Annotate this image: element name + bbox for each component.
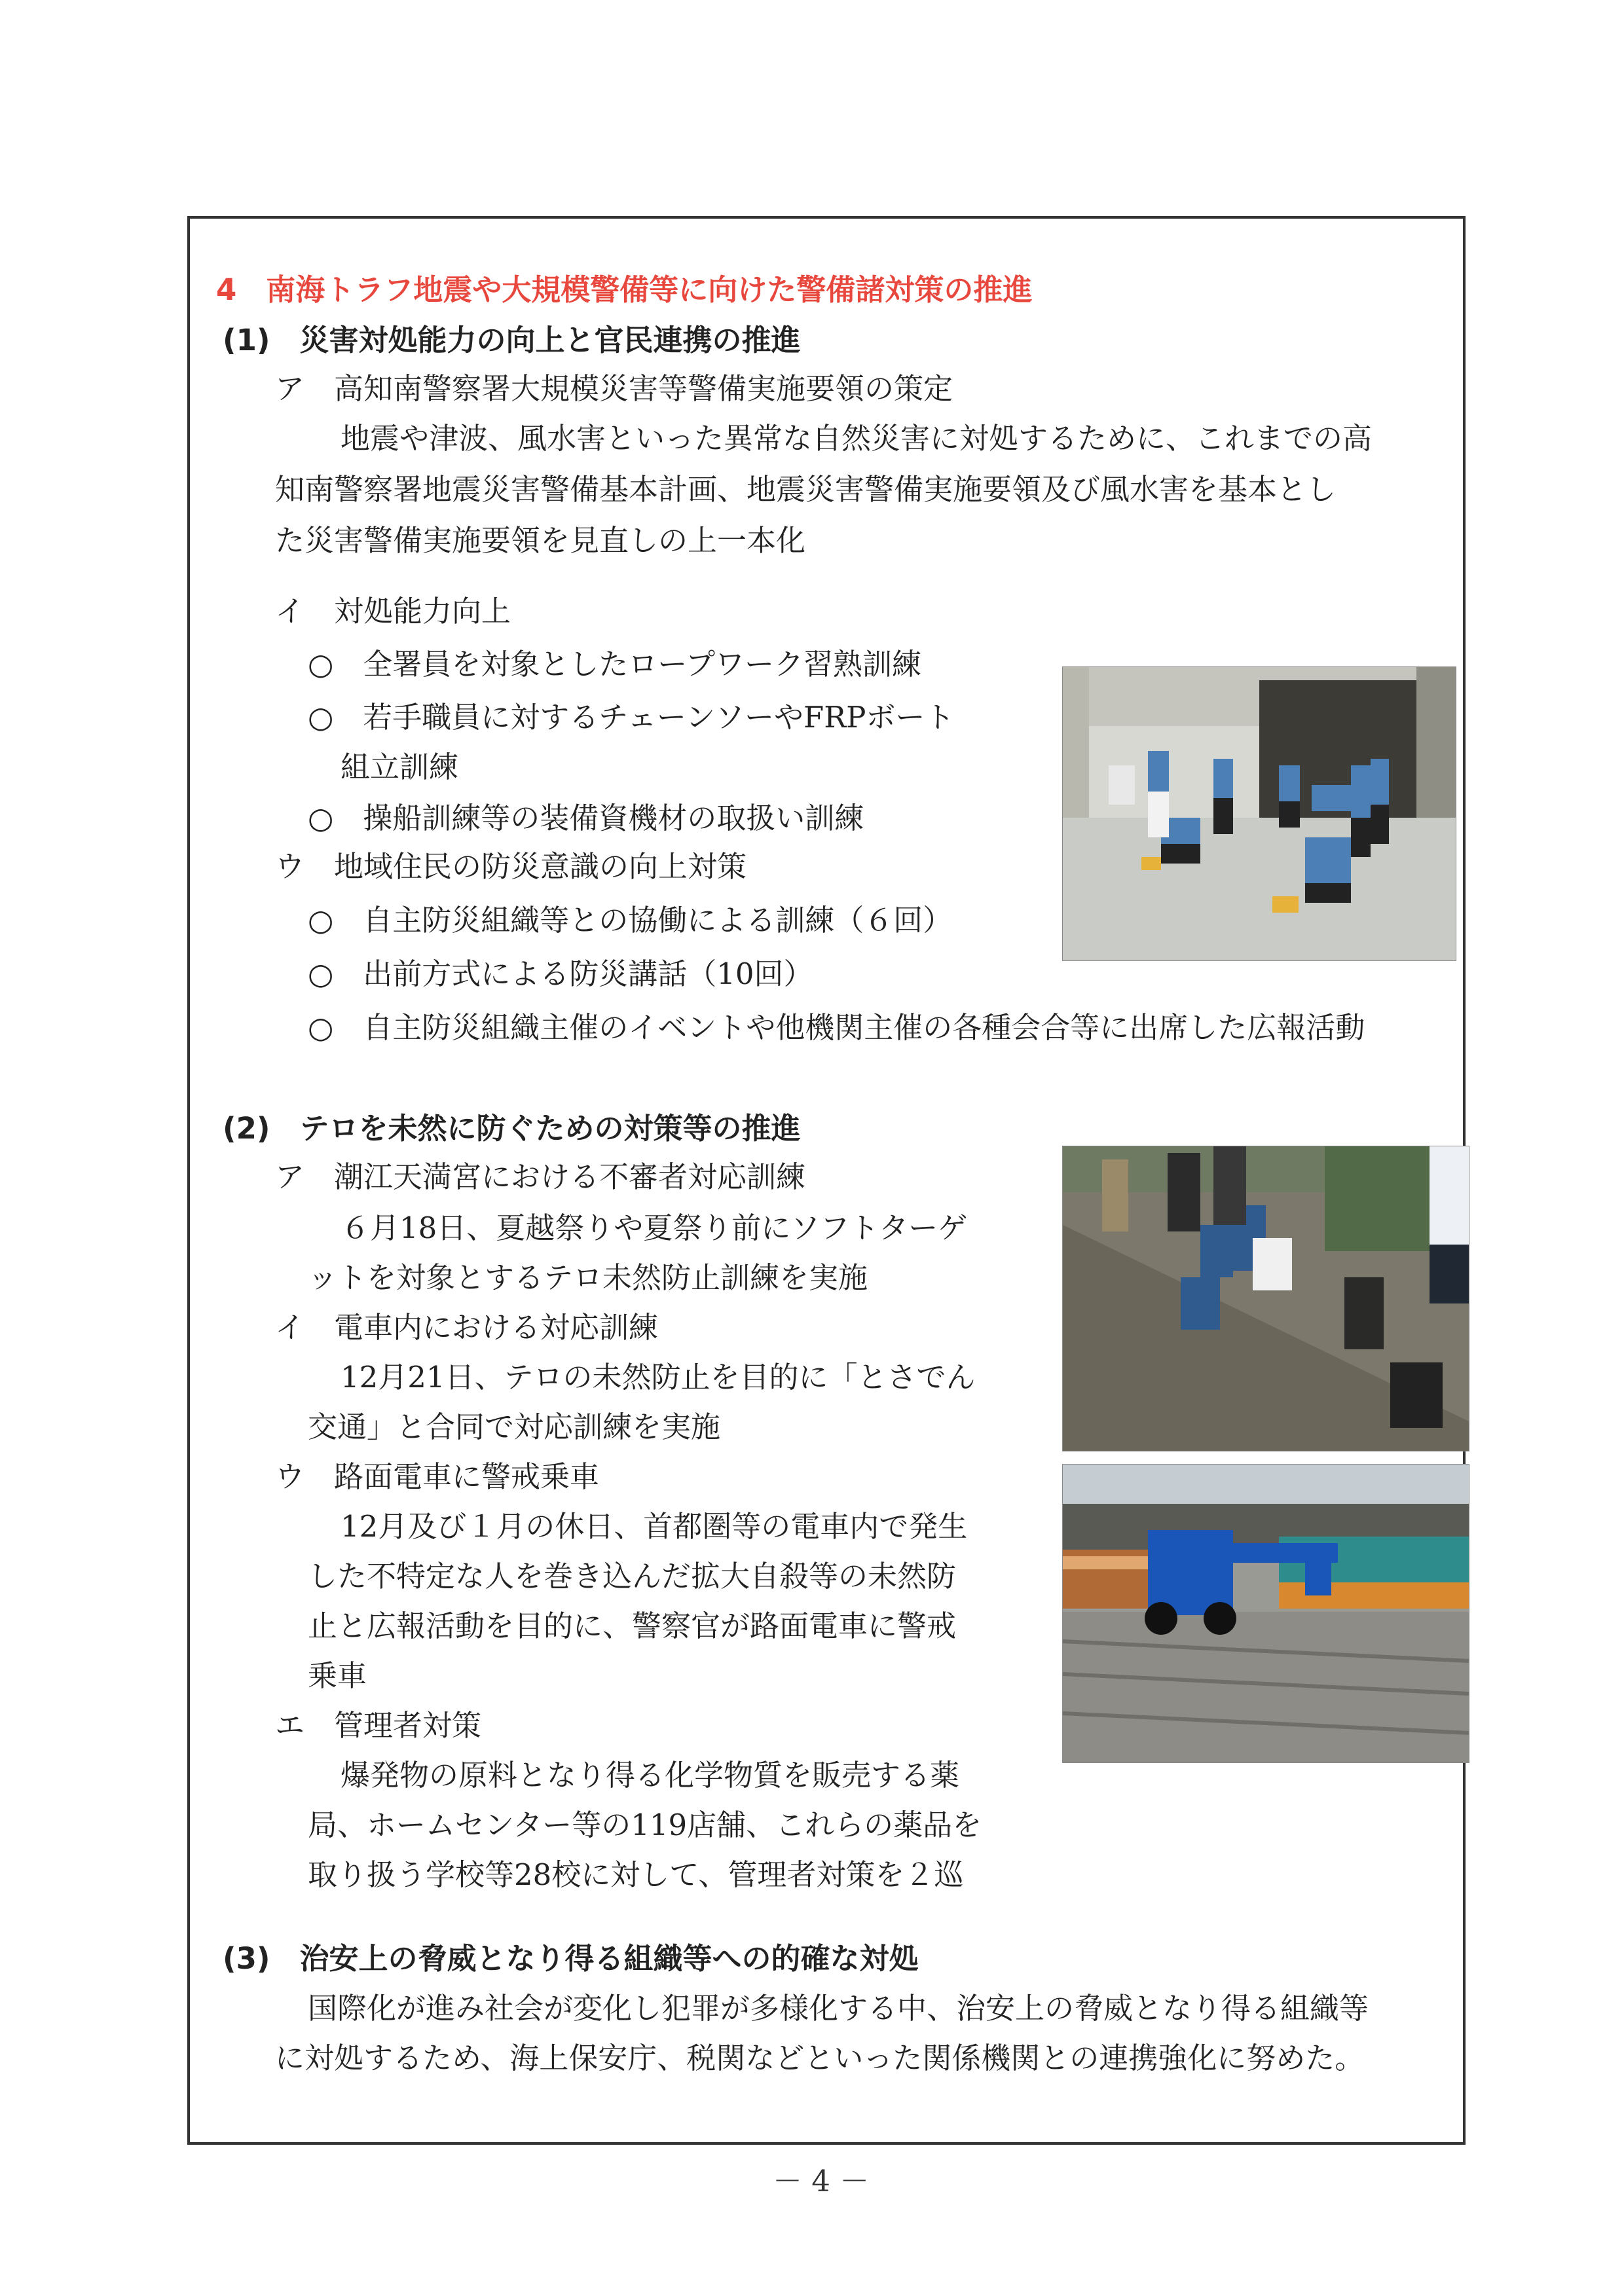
sub1-a-text: 地震や津波、風水害といった異常な自然災害に対処するために、これまでの高 (341, 421, 1373, 456)
shrine-drill-photo (1062, 1146, 1469, 1451)
sub2-u-text: した不特定な人を巻き込んだ拡大自殺等の未然防 (308, 1559, 957, 1594)
sub2-u-text: 12月及び１月の休日、首都圏等の電車内で発生 (341, 1509, 968, 1544)
list-item: ○ 自主防災組織等との協働による訓練（６回） (308, 903, 953, 938)
sub2-heading: (2) テロを未然に防ぐための対策等の推進 (223, 1111, 801, 1146)
sub2-u-text: 止と広報活動を目的に、警察官が路面電車に警戒 (308, 1609, 957, 1643)
section-title: 4 南海トラフ地震や大規模警備等に向けた警備諸対策の推進 (216, 272, 1033, 307)
sub1-heading: (1) 災害対処能力の向上と官民連携の推進 (223, 323, 801, 357)
sub2-e-text: 局、ホームセンター等の119店舗、これらの薬品を (308, 1808, 982, 1842)
sub2-e-label: エ 管理者対策 (275, 1708, 482, 1743)
sub1-a-text: 知南警察署地震災害警備基本計画、地震災害警備実施要領及び風水害を基本とし (275, 472, 1337, 507)
sub2-e-text: 爆発物の原料となり得る化学物質を販売する薬 (341, 1758, 960, 1793)
sub2-a-label: ア 潮江天満宮における不審者対応訓練 (275, 1159, 806, 1194)
sub2-i-text: 12月21日、テロの未然防止を目的に「とさでん (341, 1360, 976, 1394)
sub3-text: に対処するため、海上保安庁、税関などといった関係機関との連携強化に努めた。 (275, 2041, 1365, 2075)
sub2-i-label: イ 電車内における対応訓練 (275, 1310, 659, 1345)
sub3-heading: (3) 治安上の脅威となり得る組織等への的確な対処 (223, 1941, 919, 1976)
sub2-e-text: 取り扱う学校等28校に対して、管理者対策を２巡 (308, 1857, 964, 1892)
sub2-a-text: ６月18日、夏越祭りや夏祭り前にソフトターゲ (341, 1211, 968, 1245)
sub1-i-label: イ 対処能力向上 (275, 594, 511, 629)
list-item: ○ 操船訓練等の装備資機材の取扱い訓練 (308, 801, 864, 835)
list-item: ○ 若手職員に対するチェーンソーやFRPボート (308, 700, 955, 735)
sub2-i-text: 交通」と合同で対応訓練を実施 (308, 1410, 721, 1444)
page-number: － 4 － (773, 2164, 870, 2198)
rope-training-photo (1062, 666, 1456, 961)
list-item: ○ 出前方式による防災講話（10回） (308, 957, 813, 991)
sub2-u-label: ウ 路面電車に警戒乗車 (275, 1459, 600, 1494)
list-item: 組立訓練 (341, 750, 459, 784)
sub1-a-label: ア 高知南警察署大規模災害等警備実施要領の策定 (275, 371, 953, 406)
sub1-u-label: ウ 地域住民の防災意識の向上対策 (275, 849, 747, 884)
tram-photo (1062, 1464, 1469, 1763)
sub1-a-text: た災害警備実施要領を見直しの上一本化 (275, 523, 806, 558)
sub2-a-text: ットを対象とするテロ未然防止訓練を実施 (308, 1260, 868, 1295)
sub3-text: 国際化が進み社会が変化し犯罪が多様化する中、治安上の脅威となり得る組織等 (308, 1991, 1369, 2026)
list-item: ○ 自主防災組織主催のイベントや他機関主催の各種会合等に出席した広報活動 (308, 1010, 1365, 1045)
sub2-u-text: 乗車 (308, 1658, 367, 1693)
list-item: ○ 全署員を対象としたロープワーク習熟訓練 (308, 647, 922, 682)
